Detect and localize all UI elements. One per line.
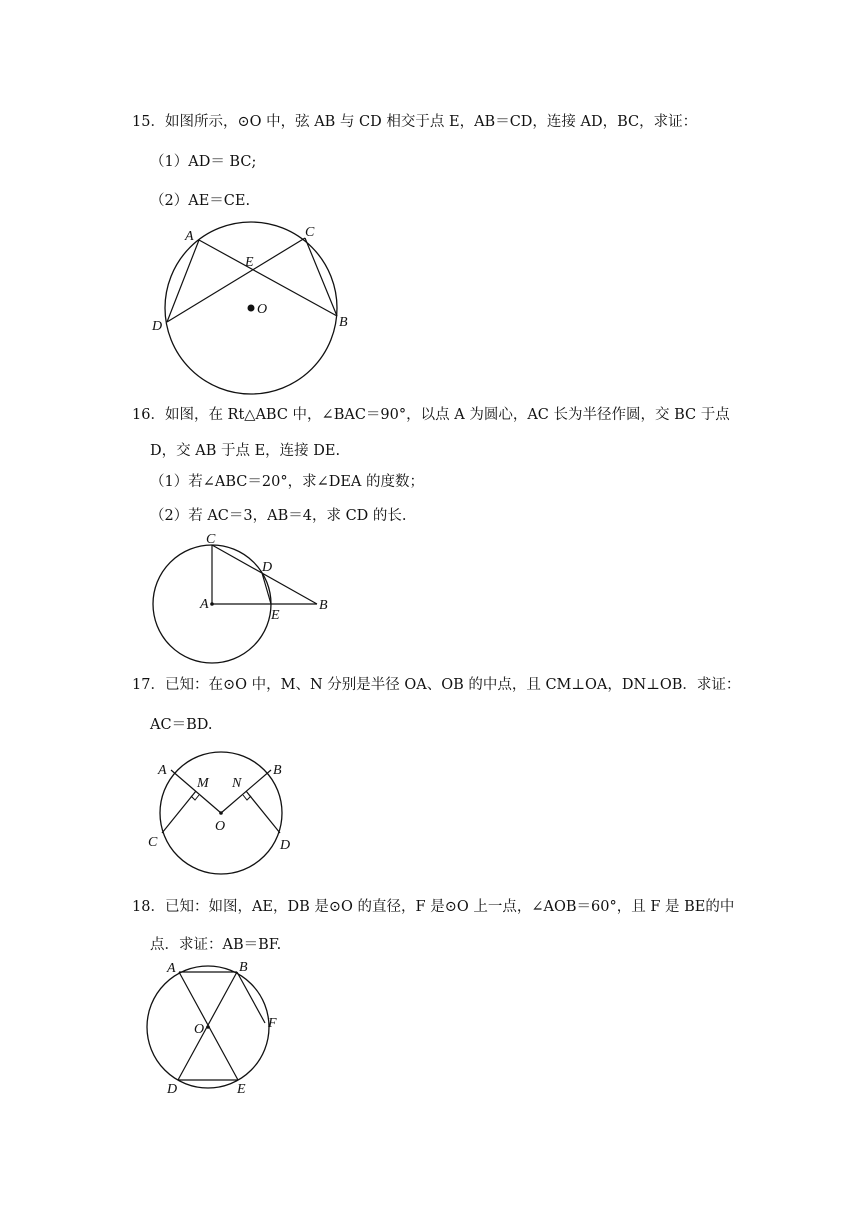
fig15-label-C: C	[305, 225, 315, 240]
fig17-label-M: M	[197, 776, 209, 791]
problem-16-stem-line2: D，交 AB 于点 E，连接 DE.	[150, 443, 341, 459]
fig17-label-A: A	[158, 763, 167, 778]
problem-18-stem-line2: 点．求证：AB＝BF.	[150, 937, 282, 953]
problem-17-conclusion: AC＝BD.	[150, 717, 213, 733]
fig15-label-B: B	[339, 315, 348, 330]
fig15-label-E: E	[245, 255, 254, 270]
problem-16-figure	[145, 528, 345, 672]
fig16-label-E: E	[271, 608, 280, 623]
fig18-label-A: A	[167, 961, 176, 976]
fig18-label-B: B	[239, 960, 248, 975]
fig16-label-C: C	[206, 532, 216, 547]
problem-15-stem: 15．如图所示，⊙O 中，弦 AB 与 CD 相交于点 E，AB＝CD，连接 AD，BC，求证：	[132, 114, 698, 130]
problem-18-stem-line1: 18．已知：如图，AE，DB 是⊙O 的直径，F 是⊙O 上一点，∠AOB＝60°，且 F 是 BE的中	[132, 899, 735, 915]
fig16-label-D: D	[262, 560, 273, 575]
fig17-label-B: B	[273, 763, 282, 778]
fig17-label-D: D	[280, 838, 291, 853]
problem-18-figure	[145, 957, 305, 1106]
problem-15-part-1: （1）AD＝ BC;	[150, 154, 257, 170]
problem-15-figure	[145, 220, 365, 404]
fig16-label-B: B	[319, 598, 328, 613]
fig15-label-D: D	[152, 319, 163, 334]
fig18-label-O: O	[194, 1022, 205, 1037]
fig17-label-C: C	[148, 835, 158, 850]
fig15-label-A: A	[185, 229, 194, 244]
fig18-label-E: E	[237, 1082, 246, 1097]
fig15-label-O: O	[257, 302, 268, 317]
problem-17-figure	[145, 747, 305, 886]
fig17-label-N: N	[232, 776, 242, 791]
fig18-label-F: F	[268, 1016, 277, 1031]
fig18-label-D: D	[167, 1082, 178, 1097]
problem-16-part-2: （2）若 AC＝3，AB＝4，求 CD 的长.	[150, 508, 407, 524]
problem-15-part-2: （2）AE＝CE.	[150, 193, 251, 209]
problem-16-part-1: （1）若∠ABC＝20°，求∠DEA 的度数；	[150, 474, 425, 490]
fig17-label-O: O	[215, 819, 226, 834]
fig16-label-A: A	[200, 597, 209, 612]
problem-17-stem: 17．已知：在⊙O 中，M、N 分别是半径 OA、OB 的中点，且 CM⊥OA，DN⊥OB．求证：	[132, 677, 741, 693]
problem-16-stem-line1: 16．如图，在 Rt△ABC 中，∠BAC＝90°，以点 A 为圆心，AC 长为半径作圆，交 BC 于点	[132, 407, 730, 423]
